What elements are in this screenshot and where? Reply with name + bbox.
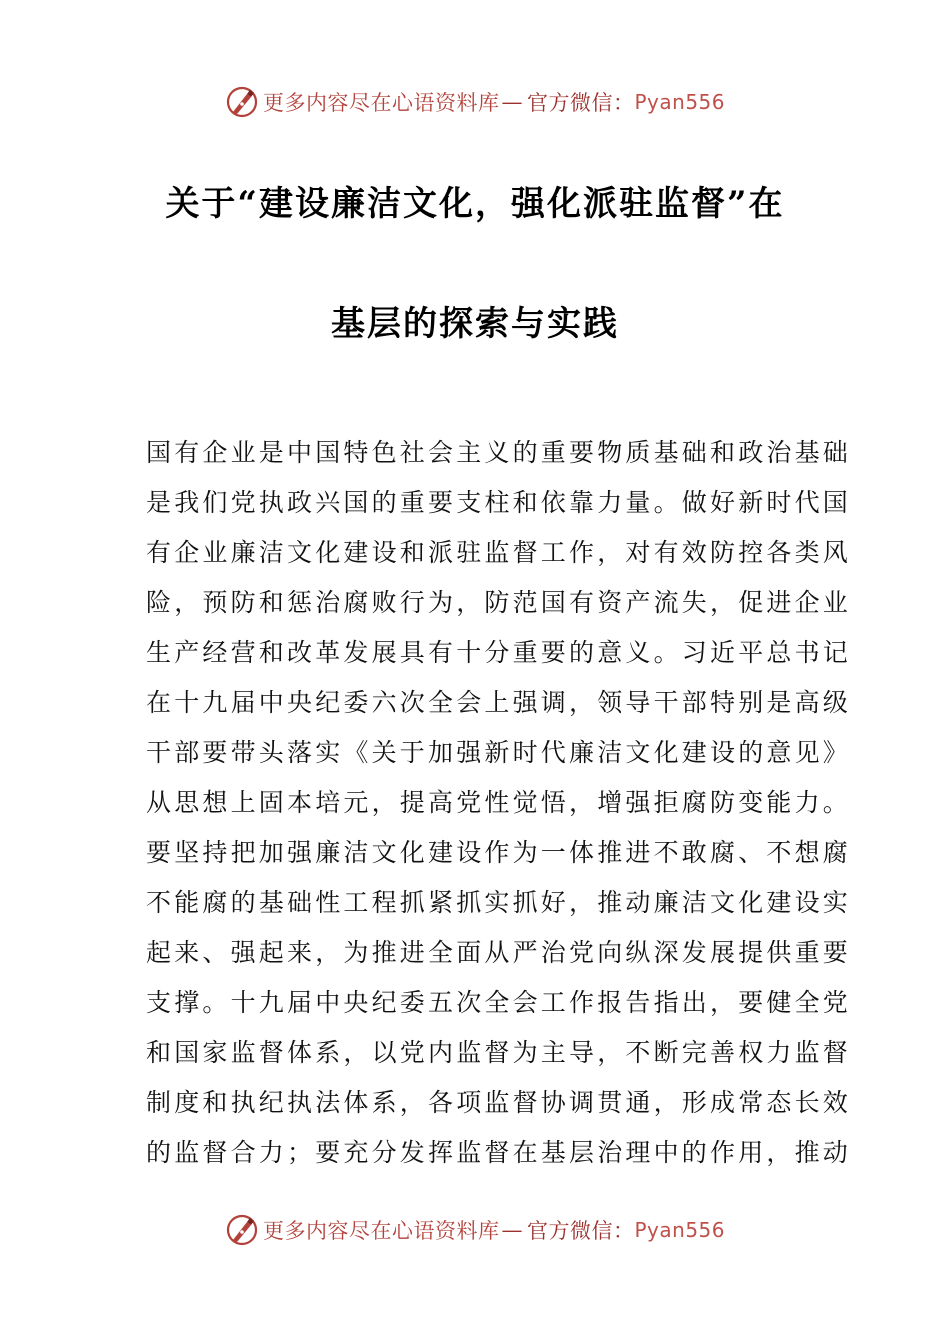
watermark-separator: — xyxy=(501,90,523,114)
document-title-line-2: 基层的探索与实践 xyxy=(331,304,619,344)
body-line: 和国家监督体系，以党内监督为主导，不断完善权力监督 xyxy=(146,1038,852,1067)
body-line: 支撑。十九届中央纪委五次全会工作报告指出，要健全党 xyxy=(146,988,852,1017)
pen-nib-icon xyxy=(225,85,259,119)
body-line: 干部要带头落实《关于加强新时代廉洁文化建设的意见》 xyxy=(146,738,852,767)
pen-nib-icon xyxy=(225,1213,259,1247)
body-line: 险，预防和惩治腐败行为，防范国有资产流失，促进企业 xyxy=(146,588,852,617)
body-line: 国有企业是中国特色社会主义的重要物质基础和政治基础 xyxy=(146,438,852,467)
watermark-brand: 更多内容尽在心语资料库 xyxy=(262,91,500,115)
footer-watermark xyxy=(0,1210,950,1250)
body-line: 制度和执纪执法体系，各项监督协调贯通，形成常态长效 xyxy=(146,1088,852,1117)
body-line: 的监督合力；要充分发挥监督在基层治理中的作用，推动 xyxy=(146,1138,852,1167)
watermark-label: 官方微信： xyxy=(526,1219,635,1243)
body-line: 起来、强起来，为推进全面从严治党向纵深发展提供重要 xyxy=(146,938,852,967)
body-line: 有企业廉洁文化建设和派驻监督工作，对有效防控各类风 xyxy=(146,538,852,567)
header-watermark xyxy=(0,82,950,122)
watermark-brand: 更多内容尽在心语资料库 xyxy=(262,1219,500,1243)
body-paragraph xyxy=(146,428,852,1178)
watermark-label: 官方微信： xyxy=(526,91,635,115)
body-line: 从思想上固本培元，提高党性觉悟，增强拒腐防变能力。 xyxy=(146,788,852,817)
body-line: 是我们党执政兴国的重要支柱和依靠力量。做好新时代国 xyxy=(146,488,852,517)
body-line: 在十九届中央纪委六次全会上强调，领导干部特别是高级 xyxy=(146,688,852,717)
watermark-wechat-id: Pyan556 xyxy=(634,90,725,114)
watermark-wechat-id: Pyan556 xyxy=(634,1218,725,1242)
body-line: 不能腐的基础性工程抓紧抓实抓好，推动廉洁文化建设实 xyxy=(146,888,852,917)
watermark-separator: — xyxy=(501,1218,523,1242)
body-line: 生产经营和改革发展具有十分重要的意义。习近平总书记 xyxy=(146,638,852,667)
body-line: 要坚持把加强廉洁文化建设作为一体推进不敢腐、不想腐 xyxy=(146,838,852,867)
document-title-line-1: 关于“建设廉洁文化，强化派驻监督”在 xyxy=(165,184,785,224)
